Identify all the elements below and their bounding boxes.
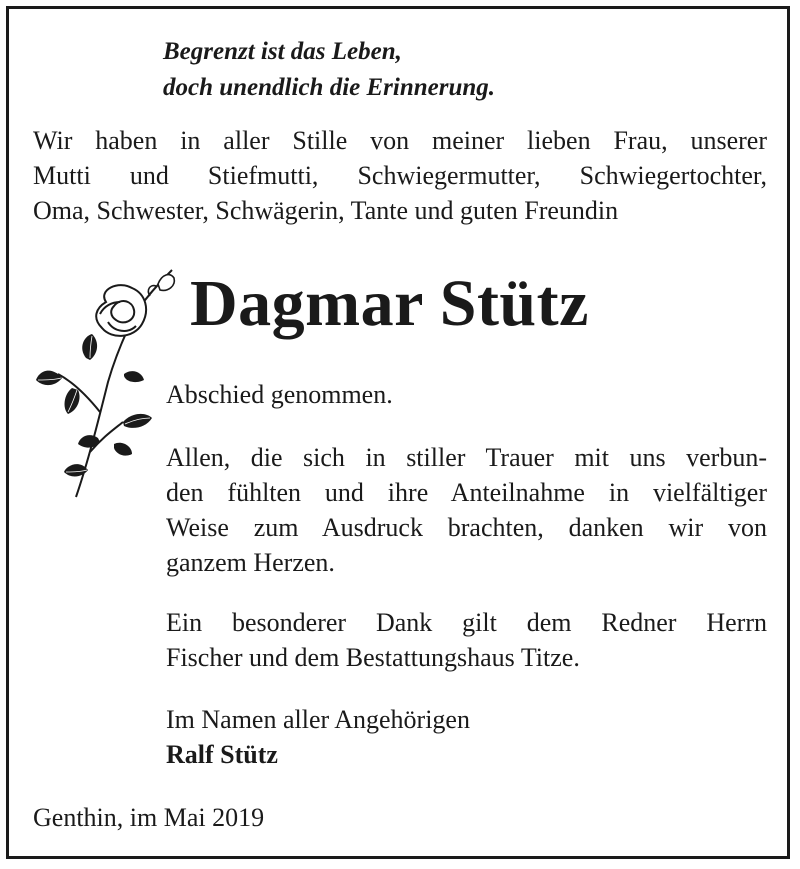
special-thanks-text xyxy=(166,605,767,675)
signer-name: Ralf Stütz xyxy=(166,740,278,769)
special-line-2: Fischer und dem Bestattungshaus Titze. xyxy=(166,643,580,672)
intro-line-3: Oma, Schwester, Schwägerin, Tante und guten Freundin xyxy=(33,196,619,225)
motto-line-2: doch unendlich die Erinnerung. xyxy=(163,74,496,101)
farewell-line: Abschied genommen. xyxy=(166,380,393,409)
farewell-text xyxy=(166,377,767,412)
intro-line-2: Mutti und Stiefmutti, Schwiegermutter, Schwiegertochter, xyxy=(33,161,767,190)
deceased-name: Dagmar Stütz xyxy=(190,267,589,340)
thanks-line-4: ganzem Herzen. xyxy=(166,548,335,577)
intro-line-1: Wir haben in aller Stille von meiner lieben Frau, unserer xyxy=(33,126,767,155)
signoff-line: Im Namen aller Angehörigen xyxy=(166,705,470,734)
motto-line-1: Begrenzt ist das Leben, xyxy=(163,38,402,65)
place-date: Genthin, im Mai 2019 xyxy=(33,803,265,832)
thanks-line-1: Allen, die sich in stiller Trauer mit uns verbun- xyxy=(166,443,767,472)
rose-icon xyxy=(28,262,178,502)
thanks-line-3: Weise zum Ausdruck brachten, danken wir von xyxy=(166,513,767,542)
motto xyxy=(163,34,495,106)
signoff xyxy=(166,702,767,772)
special-line-1: Ein besonderer Dank gilt dem Redner Herrn xyxy=(166,608,767,637)
thanks-text xyxy=(166,440,767,580)
intro-text xyxy=(33,123,767,228)
thanks-line-2: den fühlten und ihre Anteilnahme in vielfältiger xyxy=(166,478,767,507)
